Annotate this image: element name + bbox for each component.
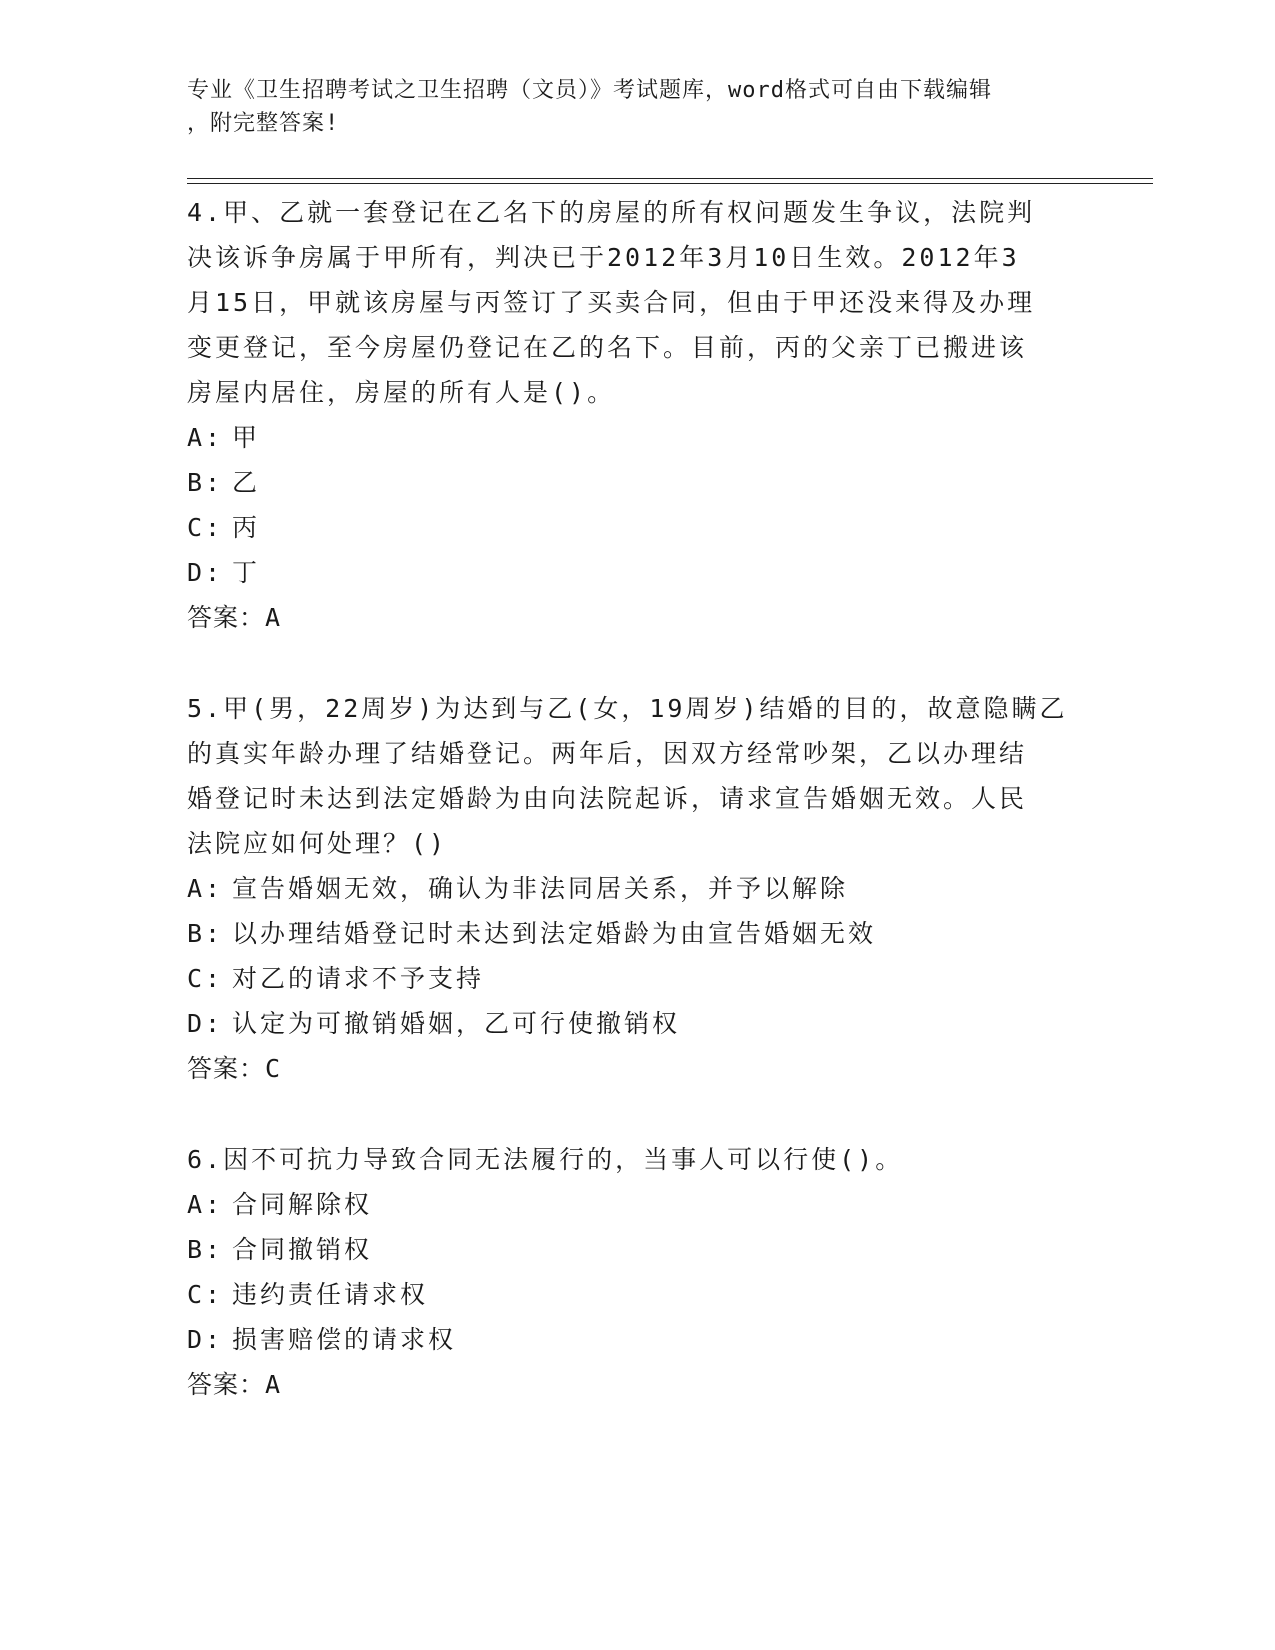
- option-key: A:: [187, 1190, 224, 1219]
- question-5: [187, 686, 1067, 1091]
- option-a: [187, 415, 1067, 460]
- option-key: D:: [187, 558, 224, 587]
- option-text: 乙: [232, 468, 261, 497]
- option-d: [187, 1001, 1067, 1046]
- option-text: 损害赔偿的请求权: [232, 1325, 457, 1354]
- document-header: [187, 74, 1087, 140]
- stem-line: 决该诉争房属于甲所有，判决已于2012年3月10日生效。2012年3: [187, 243, 1020, 272]
- option-text: 违约责任请求权: [232, 1280, 429, 1309]
- stem-line: 的真实年龄办理了结婚登记。两年后，因双方经常吵架，乙以办理结: [187, 739, 1028, 768]
- header-line: ，附完整答案!: [187, 111, 340, 136]
- header-divider-bottom: [187, 183, 1153, 184]
- option-d: [187, 550, 1067, 595]
- option-text: 合同撤销权: [232, 1235, 373, 1264]
- answer-line: 答案：A: [187, 603, 282, 632]
- question-list: [187, 190, 1067, 1453]
- option-b: [187, 911, 1067, 956]
- stem-line: 法院应如何处理？(): [187, 829, 448, 858]
- option-text: 认定为可撤销婚姻，乙可行使撤销权: [232, 1009, 681, 1038]
- option-b: [187, 460, 1067, 505]
- option-text: 丙: [232, 513, 261, 542]
- answer-line: 答案：C: [187, 1054, 282, 1083]
- question-6: [187, 1137, 1067, 1407]
- option-text: 合同解除权: [232, 1190, 373, 1219]
- option-key: B:: [187, 919, 224, 948]
- option-c: [187, 505, 1067, 550]
- option-a: [187, 866, 1067, 911]
- header-divider-top: [187, 178, 1153, 179]
- stem-line: 4.甲、乙就一套登记在乙名下的房屋的所有权问题发生争议，法院判: [187, 198, 1036, 227]
- option-text: 宣告婚姻无效，确认为非法同居关系，并予以解除: [232, 874, 849, 903]
- option-text: 丁: [232, 558, 261, 587]
- stem-line: 月15日，甲就该房屋与丙签订了买卖合同，但由于甲还没来得及办理: [187, 288, 1036, 317]
- option-key: D:: [187, 1325, 224, 1354]
- option-d: [187, 1317, 1067, 1362]
- stem-line: 婚登记时未达到法定婚龄为由向法院起诉，请求宣告婚姻无效。人民: [187, 784, 1028, 813]
- question-stem: [187, 686, 1067, 866]
- option-text: 对乙的请求不予支持: [232, 964, 485, 993]
- stem-line: 5.甲(男，22周岁)为达到与乙(女，19周岁)结婚的目的，故意隐瞒乙: [187, 694, 1068, 723]
- option-a: [187, 1182, 1067, 1227]
- option-c: [187, 956, 1067, 1001]
- option-key: C:: [187, 964, 224, 993]
- option-text: 以办理结婚登记时未达到法定婚龄为由宣告婚姻无效: [232, 919, 877, 948]
- option-key: D:: [187, 1009, 224, 1038]
- question-stem: [187, 1137, 1067, 1182]
- stem-line: 6.因不可抗力导致合同无法履行的，当事人可以行使()。: [187, 1145, 904, 1174]
- option-key: A:: [187, 423, 224, 452]
- answer-line: 答案：A: [187, 1370, 282, 1399]
- option-text: 甲: [232, 423, 261, 452]
- option-key: B:: [187, 1235, 224, 1264]
- option-key: C:: [187, 513, 224, 542]
- stem-line: 房屋内居住，房屋的所有人是()。: [187, 378, 616, 407]
- header-line: 专业《卫生招聘考试之卫生招聘（文员）》考试题库，word格式可自由下载编辑: [187, 78, 992, 103]
- question-stem: [187, 190, 1067, 415]
- option-key: B:: [187, 468, 224, 497]
- question-4: [187, 190, 1067, 640]
- option-b: [187, 1227, 1067, 1272]
- option-c: [187, 1272, 1067, 1317]
- stem-line: 变更登记，至今房屋仍登记在乙的名下。目前，丙的父亲丁已搬进该: [187, 333, 1028, 362]
- option-key: A:: [187, 874, 224, 903]
- option-key: C:: [187, 1280, 224, 1309]
